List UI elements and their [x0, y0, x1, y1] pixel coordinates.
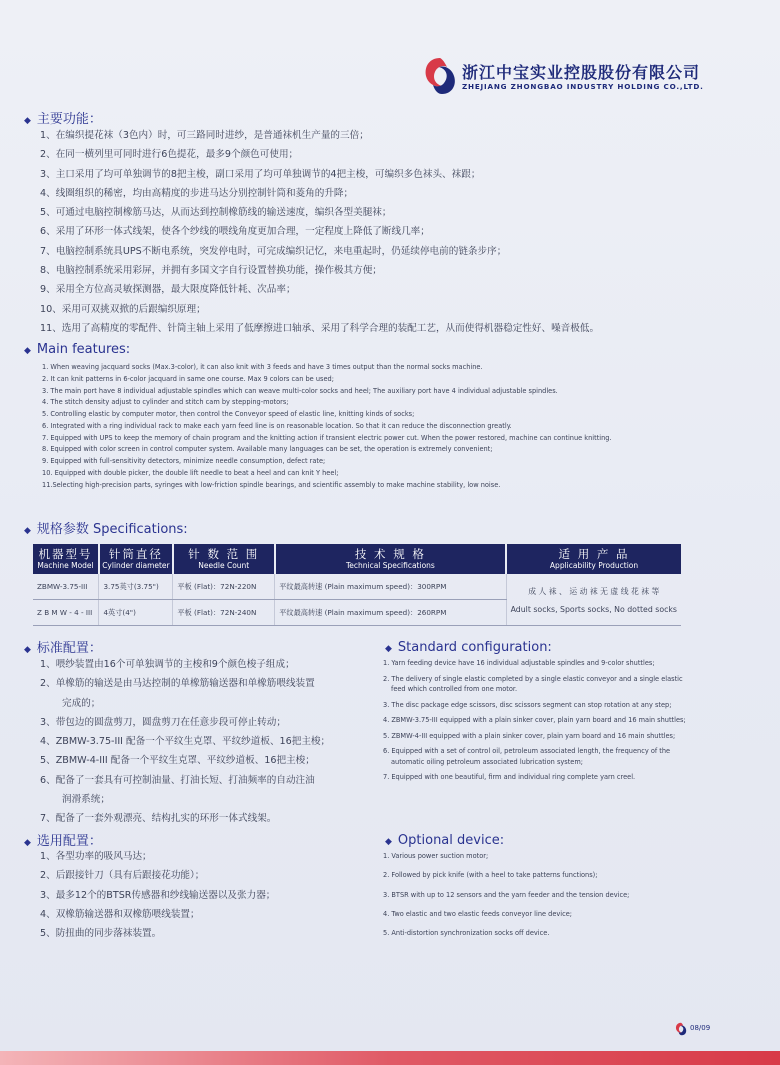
list-item: 1. When weaving jacquard socks (Max.3-color), it can also knit with 3 feeds and have 3 times output than the normal socks machine.: [42, 363, 483, 371]
standard-en-title: Standard configuration:: [397, 640, 552, 655]
main-features-en-list: [42, 362, 612, 491]
bullet-icon: ◆: [24, 838, 31, 848]
list-item: 3、主口采用了均可单独调节的8把主梭，副口采用了均可单独调节的4把主梭，可编织多色袜头、袜跟；: [40, 168, 481, 180]
list-item: 11、选用了高精度的零配件、针筒主轴上采用了低摩擦进口轴承、采用了科学合理的装配工艺，从而使得机器稳定性好、噪音极低。: [40, 322, 600, 334]
main-features-cn-title: 主要功能：: [36, 112, 102, 127]
application-en: Adult socks, Sports socks, No dotted socks: [510, 604, 677, 614]
main-features-en-title: Main features:: [36, 342, 131, 357]
list-item: 6. Integrated with a ring individual rack to make each yarn feed line is on reasonable location. So that it can reduce the disconnection greatly.: [42, 421, 512, 430]
optional-cn-list: [40, 847, 275, 943]
standard-cn-title: 标准配置：: [36, 641, 102, 656]
cell-tech: 平纹最高转速 (Plain maximum speed)：300RPM: [275, 574, 506, 600]
list-item: 2、在同一横列里可同时进行6色提花，最多9个颜色可使用；: [40, 149, 299, 161]
list-item: 9. Equipped with full-sensitivity detectors, minimize needle consumption, defect rate;: [42, 457, 326, 465]
list-item: 3. BTSR with up to 12 sensors and the yarn feeder and the tension device;: [383, 890, 630, 899]
list-item: 8. Equipped with color screen in control computer system. Available many languages can be set, the operation is extremely convenient;: [42, 445, 493, 454]
optional-en-heading: [385, 833, 504, 848]
list-item: 润滑系统；: [62, 794, 110, 806]
bullet-icon: ◆: [385, 837, 392, 847]
company-name-en: ZHEJIANG ZHONGBAO INDUSTRY HOLDING CO.,LTD.: [462, 82, 704, 91]
list-item: 1、喂纱装置由16个可单独调节的主梭和9个颜色梭子组成；: [40, 659, 295, 670]
header-cylinder-diameter: 针筒直径 Cylinder diameter: [99, 544, 173, 574]
list-item: 2. The delivery of single elastic completed by a single elastic conveyor and a single elastic feed which controlled from one motor.: [383, 674, 683, 693]
optional-en-title: Optional device:: [397, 833, 505, 848]
list-item: 1、各型功率的吸风马达；: [40, 851, 152, 862]
list-item: 4、双橡筋输送器和双橡筋喂线装置；: [40, 908, 200, 920]
list-item: 3、带包边的圆盘剪刀，圆盘剪刀在任意步段可停止转动；: [40, 716, 286, 728]
specifications-title: 规格参数 Specifications:: [36, 522, 188, 537]
list-item: 完成的；: [62, 697, 101, 709]
bullet-icon: ◆: [24, 526, 31, 536]
list-item: 1、在编织提花袜（3色内）时，可三路同时进纱，是普通袜机生产量的三倍；: [40, 130, 369, 141]
main-features-cn-heading: [24, 108, 102, 127]
list-item: 4. Two elastic and two elastic feeds conveyor line device;: [383, 909, 573, 918]
footer-bar: [0, 1051, 780, 1065]
specifications-heading: [24, 518, 188, 537]
main-features-cn-list: [40, 126, 599, 338]
standard-en-list: [383, 658, 693, 788]
list-item: 7、配备了一套外观漂亮、结构扎实的环形一体式线架。: [40, 813, 277, 825]
list-item: 7、电脑控制系统具UPS不断电系统，突发停电时，可完成编织记忆，来电重起时，仍延续停电前的链条步序；: [40, 245, 507, 257]
list-item: 1. Various power suction motor;: [383, 852, 489, 860]
optional-en-list: [383, 847, 629, 943]
cell-model: ZBMW-3.75-III: [33, 574, 99, 600]
specifications-table: [33, 544, 681, 626]
bullet-icon: ◆: [24, 645, 31, 655]
list-item: 7. Equipped with one beautiful, firm and individual ring complete yarn creel.: [383, 773, 636, 781]
list-item: 5. ZBMW-4-III equipped with a plain sinker cover, plain yarn board and 16 main shuttles;: [383, 731, 676, 740]
cell-needles: 平板 (Flat)：72N-240N: [173, 600, 275, 626]
list-item: 10、采用可双挑双掀的后跟编织原理；: [40, 303, 206, 315]
list-item: 11.Selecting high-precision parts, syringes with low-friction spindle bearings, and scientific assembly to make machine stability, low noise.: [42, 480, 501, 489]
table-row: [33, 574, 681, 600]
list-item: 4、ZBMW-3.75-III 配备一个平纹生克罩、平纹纱道板、16把主梭；: [40, 736, 331, 748]
list-item: 7. Equipped with UPS to keep the memory of chain program and the knitting action if transient electric power cut. When the power restored, machine can continue knitting.: [42, 433, 612, 442]
cell-diameter: 3.75英寸(3.75"): [99, 574, 173, 600]
company-name-cn: 浙江中宝实业控股股份有限公司: [462, 63, 701, 82]
list-item: 5、防扭曲的同步落袜装置。: [40, 928, 162, 940]
company-logo-icon: [422, 56, 458, 96]
list-item: 4、线圈组织的稀密，均由高精度的步进马达分别控制针筒和菱角的升降；: [40, 187, 354, 199]
bullet-icon: ◆: [24, 116, 31, 126]
list-item: 3、最多12个的BTSR传感器和纱线输送器以及张力器；: [40, 889, 276, 901]
list-item: 9、采用全方位高灵敏探测器，最大限度降低针耗、次品率；: [40, 284, 296, 296]
list-item: 3. The main port have 8 individual adjustable spindles which can weave multi-color socks and heel; The auxiliary port have 4 individual adjustable spindles.: [42, 386, 558, 395]
list-item: 2. It can knit patterns in 6-color jacquard in same one course. Max 9 colors can be used;: [42, 374, 334, 383]
list-item: 6、配备了一套具有可控制油量、打油长短、打油频率的自动注油: [40, 774, 315, 786]
header-technical-specifications: 技 术 规 格 Technical Specifications: [275, 544, 506, 574]
list-item: 1. Yarn feeding device have 16 individual adjustable spindles and 9-color shuttles;: [383, 659, 655, 667]
company-logo: [422, 56, 722, 100]
header-applicability-production: 适 用 产 品 Applicability Production: [506, 544, 681, 574]
cell-diameter: 4英寸(4"): [99, 600, 173, 626]
page-logo-icon: [674, 1022, 688, 1036]
list-item: 3. The disc package edge scissors, disc scissors segment can stop rotation at any step;: [383, 700, 672, 709]
list-item: 5. Anti-distortion synchronization socks off device.: [383, 929, 550, 938]
list-item: 5、可通过电脑控制橡筋马达，从而达到控制橡筋线的输送速度，编织各型美腿袜；: [40, 207, 392, 219]
cell-model: Z B M W - 4 - III: [33, 600, 99, 626]
list-item: 6. Equipped with a set of control oil, petroleum associated length, the frequency of the automatic oiling petroleum associated lubrication system;: [383, 747, 671, 766]
bullet-icon: ◆: [24, 346, 31, 356]
header-machine-model: 机器型号 Machine Model: [33, 544, 99, 574]
cell-application: [506, 574, 681, 626]
list-item: 6、采用了环形一体式线架，使各个纱线的喂线角度更加合理，一定程度上降低了断线几率；: [40, 226, 430, 238]
application-cn: 成 人 袜 、 运 动 袜 无 虚 线 花 袜 等: [528, 586, 660, 596]
list-item: 5、ZBMW-4-III 配备一个平纹生克罩、平纹纱道板、16把主梭；: [40, 755, 315, 767]
list-item: 8、电脑控制系统采用彩屏，并拥有多国文字自行设置替换功能，操作极其方便；: [40, 265, 382, 277]
list-item: 2、后跟接针刀（具有后跟接花功能）；: [40, 870, 205, 882]
list-item: 2、单橡筋的输送是由马达控制的单橡筋输送器和单橡筋喂线装置: [40, 678, 315, 690]
header-needle-count: 针 数 范 围 Needle Count: [173, 544, 275, 574]
optional-cn-title: 选用配置：: [36, 834, 102, 849]
standard-cn-heading: [24, 637, 102, 656]
list-item: 2. Followed by pick knife (with a heel to take patterns functions);: [383, 871, 598, 880]
bullet-icon: ◆: [385, 644, 392, 654]
cell-needles: 平板 (Flat)：72N-220N: [173, 574, 275, 600]
page-number: 08/09: [690, 1024, 711, 1032]
standard-en-heading: [385, 640, 552, 655]
list-item: 5. Controlling elastic by computer motor, then control the Conveyor speed of elastic line, knitting kinds of socks;: [42, 410, 415, 418]
cell-tech: 平纹最高转速 (Plain maximum speed)：260RPM: [275, 600, 506, 626]
list-item: 4. The stitch density adjust to cylinder and stitch cam by stepping-motors;: [42, 398, 289, 407]
list-item: 10. Equipped with double picker, the double lift needle to beat a heel and can knit Y heel;: [42, 468, 339, 477]
standard-cn-list: [40, 655, 330, 829]
list-item: 4. ZBMW-3.75-III equipped with a plain sinker cover, plain yarn board and 16 main shuttles;: [383, 716, 686, 724]
table-header-row: [33, 544, 681, 574]
main-features-en-heading: [24, 342, 130, 357]
